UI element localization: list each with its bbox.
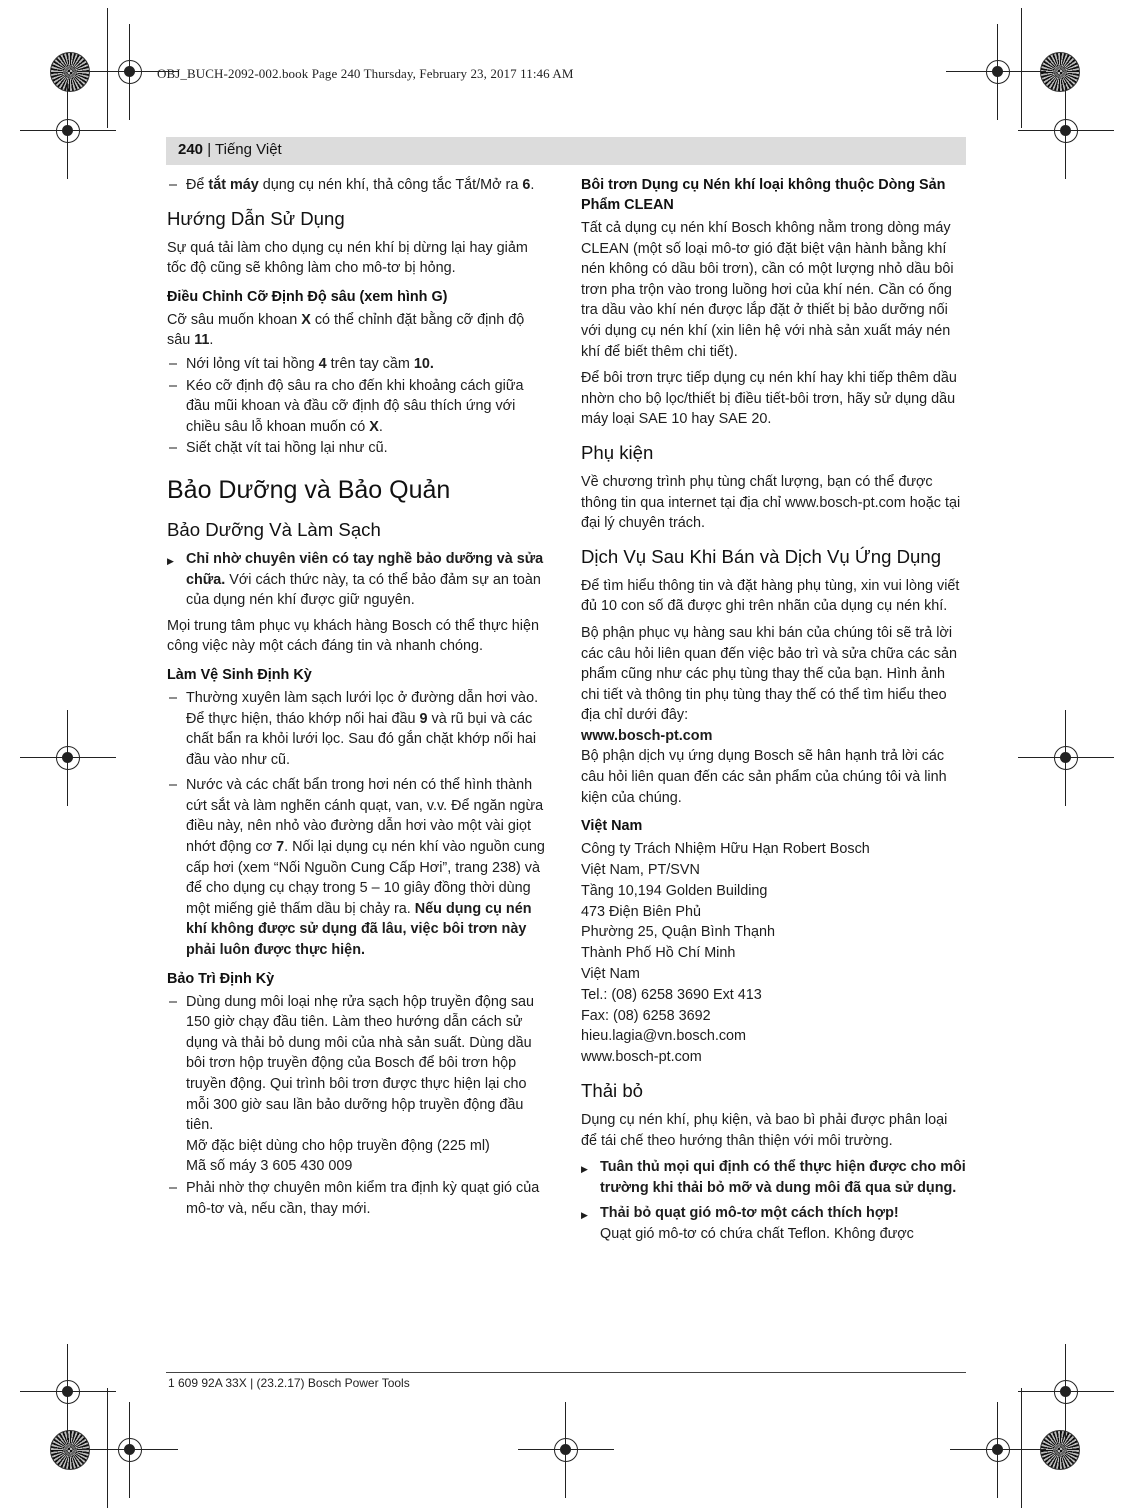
list-item: – Siết chặt vít tai hồng lại như cũ. [167, 438, 551, 459]
warning-item: ▶ Chỉ nhờ chuyên viên có tay nghề bảo dưỡng và sửa chữa. Với cách thức này, ta có thể bảo đảm sự an toàn của dụng nén khí được giữ nguyên. [167, 549, 551, 611]
registration-target-icon [110, 52, 150, 92]
header-separator: | [203, 141, 215, 158]
registration-target-icon [1046, 1372, 1086, 1412]
slug-line: OBJ_BUCH-2092-002.book Page 240 Thursday, February 23, 2017 11:46 AM [157, 66, 574, 81]
registration-target-icon [110, 1430, 150, 1470]
warning-item: ▶ Tuân thủ mọi qui định có thể thực hiện được cho môi trường khi thải bỏ mỡ và dung môi đã qua sử dụng. [581, 1157, 967, 1198]
registration-star-icon [50, 52, 90, 92]
registration-star-icon [50, 1430, 90, 1470]
paragraph: Bộ phận phục vụ hàng sau khi bán của chúng tôi sẽ trả lời các câu hỏi liên quan đến việc bảo trì và sửa chữa các sản phẩm cũng như các phụ tùng thay thế của bạn. Hình ảnh chi tiết và thông tin phụ tùng thay thế có thể tìm hiểu theo địa chỉ dưới đây: www.bosch-pt.com [581, 624, 958, 744]
list-item: – Thường xuyên làm sạch lưới lọc ở đường dẫn hơi vào. Để thực hiện, tháo khớp nối hai đầu 9 và rũ bụi và các chất bẩn ra khỏi lưới lọc. Sau đó gắn chặt khớp nối hai đầu vào như cũ. [167, 688, 551, 770]
list-item: – Nước và các chất bẩn trong hơi nén có thể hình thành cứt sắt và làm nghẽn cánh quạt, van, v.v. Để ngăn ngừa điều này, nên nhỏ vào đường dẫn hơi vào một vài giọt nhớt động cơ 7. Nối lại dụng cụ nén khí vào nguồn cung cấp hơi (xem “Nối Nguồn Cung Cấp Hơi”, trang 238) và để cho dụng cụ chạy trong 5 – 10 giây đồng thời dùng một miếng giẻ thấm dầu bị chảy ra. Nếu dụng cụ nén khí không được sử dụng đã lâu, việc bôi trơn này phải luôn được thực hiện. [167, 775, 551, 960]
left-column [167, 175, 551, 1224]
registration-target-icon [978, 52, 1018, 92]
address-line: Phường 25, Quận Bình Thạnh [581, 924, 776, 941]
registration-target-icon [1046, 111, 1086, 151]
address-line: 473 Điện Biên Phủ [581, 903, 702, 920]
list-item: – Để tắt máy dụng cụ nén khí, thả công tắc Tắt/Mở ra 6. [167, 175, 551, 196]
paragraph: Về chương trình phụ tùng chất lượng, bạn có thể được thông tin qua internet tại địa chỉ www.bosch-pt.com hoặc tại đại lý chuyên trách. [581, 473, 961, 532]
list-item: – Dùng dung môi loại nhẹ rửa sạch hộp truyền động sau 150 giờ chạy đầu tiên. Làm theo hướng dẫn cách sử dụng và thải bỏ dung môi của nhà sản suất. Dùng dầu bôi trơn hộp truyền động của Bosch để bôi trơn hộp truyền động. Qui trình bôi trơn được thực hiện lại cho mỗi 300 giờ sau lần bảo dưỡng hộp truyền động đầu tiên. Mỡ đặc biệt dùng cho hộp truyền động (225 ml) Mã số máy 3 605 430 009 [167, 992, 551, 1177]
section-heading: Bảo Dưỡng Và Làm Sạch [167, 518, 381, 540]
address-line: Thành Phố Hồ Chí Minh [581, 945, 736, 962]
page-header [178, 141, 282, 158]
address-line: Tầng 10,194 Golden Building [581, 882, 768, 899]
list-item: – Phải nhờ thợ chuyên môn kiểm tra định kỳ quạt gió của mô-tơ và, nếu cần, thay mới. [167, 1178, 551, 1219]
address-line: Công ty Trách Nhiệm Hữu Hạn Robert Bosch [581, 841, 870, 858]
chapter-heading: Bảo Dưỡng và Bảo Quản [167, 475, 451, 504]
paragraph: Để tìm hiểu thông tin và đặt hàng phụ tùng, xin vui lòng viết đủ 10 con số đã được ghi trên nhãn của dụng cụ nén khí. [581, 577, 960, 615]
paragraph: Sự quá tải làm cho dụng cụ nén khí bị dừng lại hay giảm tốc độ cũng sẽ không làm cho mô-tơ bị hỏng. [167, 239, 528, 277]
address-line: Việt Nam [581, 966, 640, 983]
registration-star-icon [1040, 52, 1080, 92]
right-column [581, 175, 967, 1250]
list-item: – Kéo cỡ định độ sâu ra cho đến khi khoảng cách giữa đầu mũi khoan và đầu cỡ định độ sâu thích ứng với chiều sâu lỗ khoan muốn có X. [167, 376, 551, 438]
warning-item: ▶ Thải bỏ quạt gió mô-tơ một cách thích hợp! Quạt gió mô-tơ có chứa chất Teflon. Không được [581, 1203, 967, 1244]
registration-target-icon [978, 1430, 1018, 1470]
header-language: Tiếng Việt [215, 141, 282, 158]
subsection-heading: Điều Chỉnh Cỡ Định Độ sâu (xem hình G) [167, 288, 448, 305]
email-link[interactable]: hieu.lagia@vn.bosch.com [581, 1028, 747, 1045]
registration-target-icon [48, 1372, 88, 1412]
page-footer: 1 609 92A 33X | (23.2.17) Bosch Power Tools [168, 1376, 410, 1390]
list-item: – Nới lỏng vít tai hồng 4 trên tay cầm 10. [167, 354, 551, 375]
address-line: Fax: (08) 6258 3692 [581, 1007, 711, 1024]
registration-star-icon [1040, 1430, 1080, 1470]
crop-line [1021, 1388, 1022, 1508]
page-number: 240 [178, 141, 204, 158]
section-heading: Thải bỏ [581, 1080, 644, 1102]
section-heading: Hướng Dẫn Sử Dụng [167, 207, 345, 229]
address-line: Tel.: (08) 6258 3690 Ext 413 [581, 986, 762, 1003]
crop-line [107, 1388, 108, 1508]
footer-rule [166, 1372, 966, 1373]
subsection-heading: Việt Nam [581, 818, 643, 835]
crop-line [107, 8, 108, 128]
subsection-heading: Bôi trơn Dụng cụ Nén khí loại không thuộc Dòng Sản Phẩm CLEAN [581, 177, 946, 213]
website-link[interactable]: www.bosch-pt.com [581, 1049, 702, 1066]
page-header-bar [166, 137, 966, 165]
registration-target-icon [48, 111, 88, 151]
paragraph: Dụng cụ nén khí, phụ kiện, và bao bì phải được phân loại để tái chế theo hướng thân thiện với môi trường. [581, 1112, 948, 1149]
paragraph: Bộ phận dịch vụ ứng dụng Bosch sẽ hân hạnh trả lời các câu hỏi liên quan đến các sản phẩm của chúng tôi và linh kiện của chúng. [581, 748, 947, 806]
address-block [581, 839, 967, 1068]
crop-line [1021, 8, 1022, 128]
registration-target-icon [48, 738, 88, 778]
registration-target-icon [1046, 738, 1086, 778]
paragraph: Tất cả dụng cụ nén khí Bosch không nằm trong dòng máy CLEAN (một số loại mô-tơ gió đặt biệt vận hành bằng khí nén không có dầu bôi trơn), cần có một lượng nhỏ dầu bôi trơn pha trộn vào trong luồng hơi của khí nén. Cần có ống tra dầu vào khí nén được lắp đặt ở thiết bị bảo dưỡng nối với dụng cụ nén khí (xin liên hệ với nhà sản xuất máy nén khí để biết thêm chi tiết). [581, 220, 954, 360]
paragraph: Để bôi trơn trực tiếp dụng cụ nén khí hay khi tiếp thêm dầu nhờn cho bộ lọc/thiết bị điều tiết-bôi trơn, hãy sử dụng dầu máy loại SAE 10 hay SAE 20. [581, 370, 957, 428]
section-heading: Dịch Vụ Sau Khi Bán và Dịch Vụ Ứng Dụng [581, 545, 942, 567]
registration-target-icon [546, 1430, 586, 1470]
paragraph: Mọi trung tâm phục vụ khách hàng Bosch có thể thực hiện công việc này một cách đáng tin và nhanh chóng. [167, 617, 540, 655]
subsection-heading: Làm Vệ Sinh Định Kỳ [167, 666, 312, 683]
service-url: www.bosch-pt.com [581, 727, 713, 744]
subsection-heading: Bảo Trì Định Kỳ [167, 970, 275, 987]
paragraph: Cỡ sâu muốn khoan X có thể chỉnh đặt bằng cỡ định độ sâu 11. [167, 311, 525, 349]
address-line: Việt Nam, PT/SVN [581, 862, 700, 879]
section-heading: Phụ kiện [581, 441, 654, 463]
